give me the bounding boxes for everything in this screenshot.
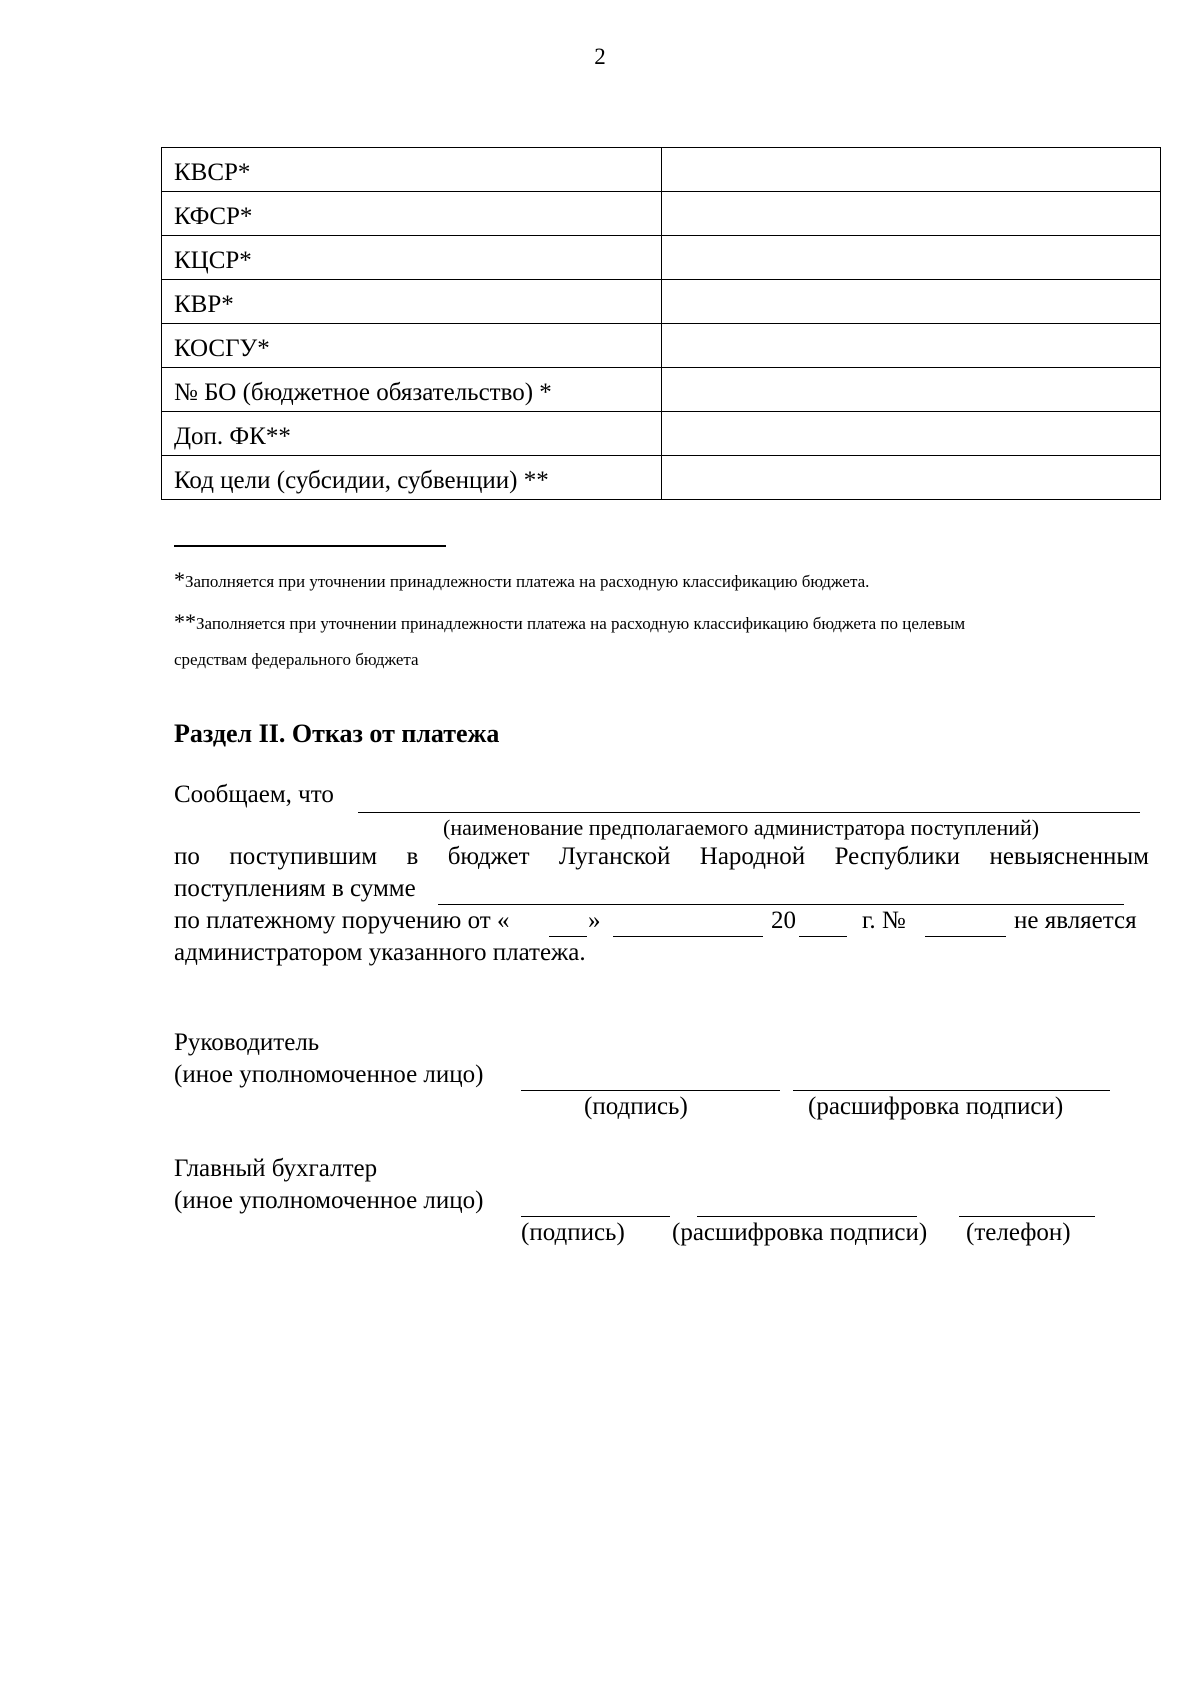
- word: бюджет: [447, 843, 530, 870]
- head-title: Руководитель: [174, 1029, 320, 1056]
- order-label: по платежному поручению от «: [174, 907, 510, 934]
- classification-table: [161, 147, 1161, 500]
- table-row-value[interactable]: [662, 280, 1161, 324]
- table-row-label: КВСР*: [162, 148, 662, 192]
- table-row-label: КФСР*: [162, 192, 662, 236]
- footnote-2: [174, 609, 965, 635]
- table-row: [162, 280, 1161, 324]
- table-row-label: Доп. ФК**: [162, 412, 662, 456]
- order-day-line[interactable]: [549, 936, 587, 937]
- order-year-line[interactable]: [799, 936, 847, 937]
- word: Республики: [834, 843, 961, 870]
- intro-label: Сообщаем, что: [174, 781, 334, 808]
- table-row-value[interactable]: [662, 412, 1161, 456]
- word: по: [174, 843, 200, 870]
- table-row-value[interactable]: [662, 456, 1161, 500]
- table-row-value[interactable]: [662, 324, 1161, 368]
- accountant-decode-line[interactable]: [697, 1216, 917, 1217]
- footnote-2-mark: **: [174, 609, 196, 634]
- sum-label: поступлениям в сумме: [174, 875, 416, 902]
- head-signature-line[interactable]: [521, 1090, 780, 1091]
- accountant-phone-caption: (телефон): [966, 1219, 1071, 1246]
- page-number: 2: [594, 44, 606, 69]
- word: в: [406, 843, 419, 870]
- table-row-value[interactable]: [662, 192, 1161, 236]
- not-is-label: не является: [1014, 907, 1137, 934]
- admin-name-line[interactable]: [358, 812, 1140, 813]
- footnote-2-text-line2: средствам федерального бюджета: [174, 650, 419, 669]
- table-row-label: КВР*: [162, 280, 662, 324]
- word: поступившим: [229, 843, 378, 870]
- table-row: [162, 192, 1161, 236]
- table-row: [162, 324, 1161, 368]
- sum-line[interactable]: [438, 904, 1124, 905]
- footnote-1: [174, 567, 869, 593]
- head-decode-caption: (расшифровка подписи): [808, 1093, 1064, 1120]
- footnote-1-mark: *: [174, 567, 185, 592]
- word: Луганской: [558, 843, 671, 870]
- accountant-phone-line[interactable]: [959, 1216, 1095, 1217]
- section-heading: Раздел II. Отказ от платежа: [174, 719, 500, 748]
- year-prefix: 20: [771, 907, 796, 934]
- table-row-value[interactable]: [662, 148, 1161, 192]
- accountant-signature-line[interactable]: [521, 1216, 670, 1217]
- table-row-label: КЦСР*: [162, 236, 662, 280]
- order-number-line[interactable]: [925, 936, 1006, 937]
- head-signature-caption: (подпись): [584, 1093, 688, 1120]
- table-row-value[interactable]: [662, 236, 1161, 280]
- accountant-decode-caption: (расшифровка подписи): [672, 1219, 928, 1246]
- last-line: администратором указанного платежа.: [174, 939, 586, 966]
- table-row: [162, 412, 1161, 456]
- order-quote-close: »: [588, 907, 601, 934]
- year-suffix: г. №: [862, 907, 906, 934]
- head-decode-line[interactable]: [793, 1090, 1110, 1091]
- head-subtitle: (иное уполномоченное лицо): [174, 1061, 484, 1088]
- paragraph-line-1: [174, 843, 1149, 871]
- table-row-label: № БО (бюджетное обязательство) *: [162, 368, 662, 412]
- admin-caption: (наименование предполагаемого администратора поступлений): [443, 815, 1040, 840]
- footnote-2-text-line1: Заполняется при уточнении принадлежности платежа на расходную классификацию бюджета по целевым: [196, 614, 966, 633]
- word: невыясненным: [989, 843, 1149, 870]
- table-row: [162, 456, 1161, 500]
- word: Народной: [699, 843, 806, 870]
- table-row-label: Код цели (субсидии, субвенции) **: [162, 456, 662, 500]
- accountant-subtitle: (иное уполномоченное лицо): [174, 1187, 484, 1214]
- accountant-title: Главный бухгалтер: [174, 1155, 378, 1182]
- table-row-label: КОСГУ*: [162, 324, 662, 368]
- order-month-line[interactable]: [613, 936, 763, 937]
- table-row: [162, 236, 1161, 280]
- footnote-separator: [174, 545, 446, 547]
- table-row: [162, 368, 1161, 412]
- table-row: [162, 148, 1161, 192]
- accountant-signature-caption: (подпись): [521, 1219, 625, 1246]
- table-row-value[interactable]: [662, 368, 1161, 412]
- footnote-1-text: Заполняется при уточнении принадлежности платежа на расходную классификацию бюджета.: [185, 572, 870, 591]
